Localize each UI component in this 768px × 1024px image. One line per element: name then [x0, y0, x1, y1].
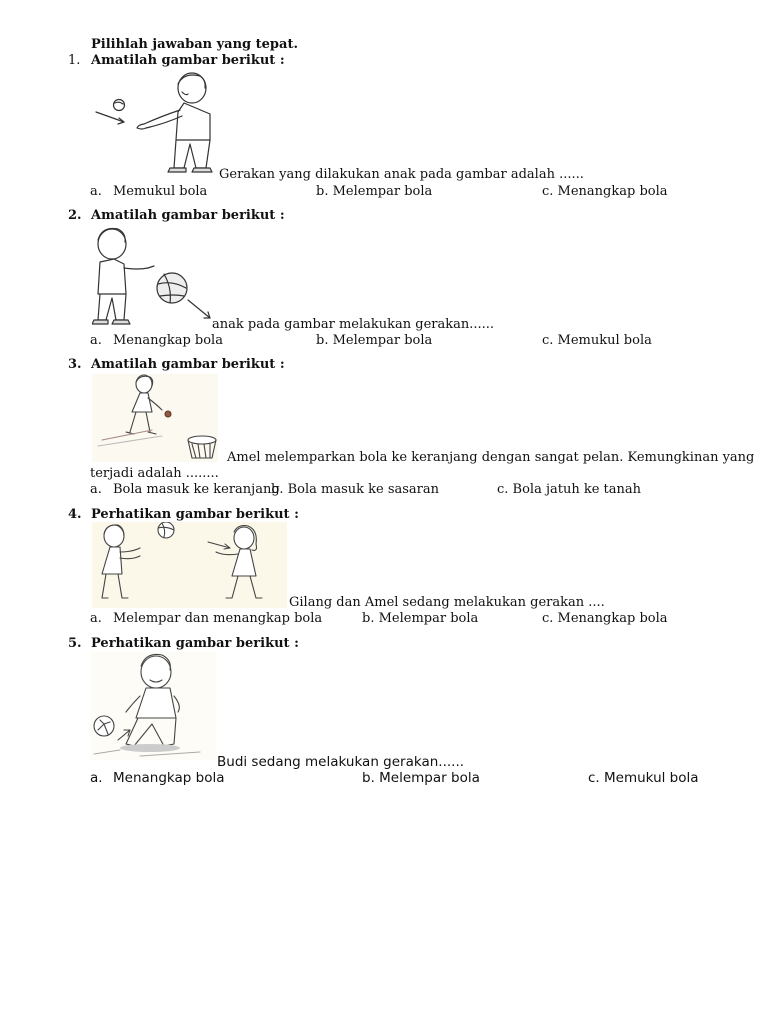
option-a[interactable]: Bola masuk ke keranjang — [113, 482, 280, 497]
question-heading: Amatilah gambar berikut : — [91, 357, 285, 372]
option-b[interactable]: b. Melempar bola — [316, 333, 433, 348]
option-c[interactable]: c. Memukul bola — [542, 333, 652, 348]
option-a-letter: a. — [90, 770, 103, 786]
option-c[interactable]: c. Memukul bola — [588, 770, 699, 786]
option-a[interactable]: Memukul bola — [113, 184, 208, 199]
question-text-continued: terjadi adalah ........ — [90, 466, 219, 481]
question-text: Gerakan yang dilakukan anak pada gambar adalah ...... — [219, 167, 584, 182]
boy-catching-ball-illustration — [92, 70, 218, 176]
question-text: anak pada gambar melakukan gerakan...... — [212, 317, 495, 332]
question-heading: Perhatikan gambar berikut : — [91, 507, 299, 522]
option-c[interactable]: c. Menangkap bola — [542, 184, 668, 199]
question-text: Amel melemparkan bola ke keranjang dengan sangat pelan. Kemungkinan yang — [227, 450, 755, 465]
question-text: Gilang dan Amel sedang melakukan gerakan .... — [289, 595, 605, 610]
boy-throwing-ball-illustration — [92, 224, 212, 328]
option-b[interactable]: b. Melempar bola — [362, 770, 480, 786]
option-b[interactable]: b. Melempar bola — [362, 611, 479, 626]
question-heading: Amatilah gambar berikut : — [91, 208, 285, 223]
question-number: 2. — [68, 208, 82, 223]
children-throwing-catching-illustration — [92, 522, 287, 608]
question-heading: Perhatikan gambar berikut : — [91, 636, 299, 651]
girl-throwing-to-basket-illustration — [92, 374, 218, 462]
question-number: 4. — [68, 507, 82, 522]
option-a-letter: a. — [90, 333, 102, 348]
option-a-letter: a. — [90, 184, 102, 199]
option-b[interactable]: b. Bola masuk ke sasaran — [271, 482, 440, 497]
option-a-letter: a. — [90, 611, 102, 626]
option-a[interactable]: Melempar dan menangkap bola — [113, 611, 323, 626]
boy-catching-low-ball-illustration — [90, 652, 216, 760]
option-a[interactable]: Menangkap bola — [113, 333, 223, 348]
instruction: Pilihlah jawaban yang tepat. — [91, 37, 298, 52]
question-number: 3. — [68, 357, 82, 372]
question-number: 5. — [68, 636, 82, 651]
option-b[interactable]: b. Melempar bola — [316, 184, 433, 199]
option-a-letter: a. — [90, 482, 102, 497]
question-heading: Amatilah gambar berikut : — [91, 53, 285, 68]
question-number: 1. — [68, 53, 81, 68]
option-c[interactable]: c. Menangkap bola — [542, 611, 668, 626]
option-a[interactable]: Menangkap bola — [113, 770, 225, 786]
option-c[interactable]: c. Bola jatuh ke tanah — [497, 482, 642, 497]
question-text: Budi sedang melakukan gerakan...... — [217, 754, 465, 770]
